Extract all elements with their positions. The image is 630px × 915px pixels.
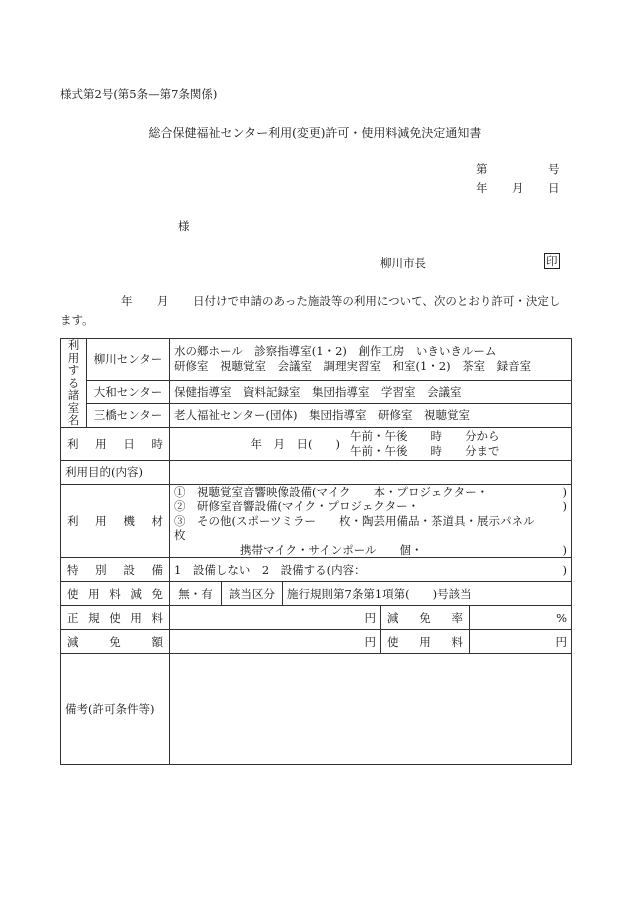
equipment-line2-close: )	[562, 499, 568, 513]
equipment-line2: ② 研修室音響設備(マイク・プロジェクター・	[174, 499, 420, 513]
rooms-header: 利用する諸室名	[67, 338, 80, 427]
date-year: 年	[476, 181, 488, 195]
equipment-line1-close: )	[562, 484, 568, 499]
equipment-label: 利用機材	[61, 484, 170, 558]
rooms-yanagawa-line2: 研修室 視聴覚室 会議室 調理実習室 和室(1・2) 茶室 録音室	[174, 359, 532, 374]
form-number: 様式第2号(第5条—第7条関係)	[60, 87, 218, 101]
table-row-yanagawa	[61, 339, 572, 381]
fee-reduction-rule: 施行規則第7条第1項第( )号該当	[283, 582, 572, 606]
datetime-from: 午前・午後 時 分から	[350, 428, 500, 443]
addressee-suffix: 様	[178, 219, 190, 233]
decision-table	[60, 338, 572, 765]
table-row-mitsuhashi	[61, 404, 572, 427]
equipment-line4-close: )	[562, 542, 568, 557]
body-text-line2: ます。	[60, 313, 94, 327]
table-row-equipment	[61, 484, 572, 558]
seal-text: 印	[546, 254, 558, 268]
purpose-value	[170, 460, 572, 484]
date-day: 日	[548, 181, 560, 195]
table-row-special	[61, 558, 572, 582]
special-close: )	[562, 562, 568, 577]
rooms-header-cell	[61, 339, 87, 428]
center-name-mitsuhashi: 三橋センター	[87, 404, 170, 427]
rooms-yanagawa	[170, 339, 572, 381]
reduction-amount-label: 減免額	[61, 630, 170, 654]
equipment-line3: ③ その他(スポーツミラー 枚・陶芸用備品・茶道具・展示パネル 枚	[174, 513, 558, 542]
rate-unit: %	[470, 606, 572, 630]
rooms-yamato: 保健指導室 資料記録室 集団指導室 学習室 会議室	[170, 380, 572, 403]
remarks-value	[170, 654, 572, 765]
fee-reduction-label: 使用料減免	[61, 582, 170, 606]
doc-number-label: 第	[476, 162, 488, 176]
fee-label: 使用料	[381, 630, 470, 654]
body-text-line1: 日付けで申請のあった施設等の利用について、次のとおり許可・決定し	[193, 294, 561, 308]
reduction-amount-unit: 円	[170, 630, 381, 654]
special-label: 特別設備	[61, 558, 170, 582]
datetime-to: 午前・午後 時 分まで	[350, 443, 500, 458]
center-name-yamato: 大和センター	[87, 380, 170, 403]
fee-reduction-option: 無・有	[170, 582, 222, 606]
document-title: 総合保健福祉センター利用(変更)許可・使用料減免決定通知書	[148, 126, 482, 140]
body-month: 月	[157, 294, 169, 308]
doc-number-suffix: 号	[548, 162, 560, 176]
regular-fee-unit: 円	[170, 606, 381, 630]
table-row-fee-reduction	[61, 582, 572, 606]
body-year: 年	[121, 294, 133, 308]
fee-reduction-category-label: 該当区分	[222, 582, 283, 606]
center-name-yanagawa: 柳川センター	[87, 339, 170, 381]
table-row-reduction-amount	[61, 630, 572, 654]
datetime-value	[170, 427, 572, 460]
table-row-purpose	[61, 460, 572, 484]
equipment-value	[170, 484, 572, 558]
special-text: 1 設備しない 2 設備する(内容：	[174, 562, 366, 577]
rate-label: 減免率	[381, 606, 470, 630]
rooms-yanagawa-line1: 水の郷ホール 診察指導室(1・2) 創作工房 いきいきルーム	[174, 344, 497, 359]
purpose-label: 利用目的(内容)	[61, 460, 170, 484]
rooms-mitsuhashi: 老人福祉センター(団体) 集団指導室 研修室 視聴覚室	[170, 404, 572, 427]
issuer-name: 柳川市長	[380, 256, 426, 270]
equipment-line1: ① 視聴覚室音響映像設備(マイク 本・プロジェクター・	[174, 484, 489, 499]
table-row-yamato	[61, 380, 572, 403]
date-month: 月	[512, 181, 524, 195]
seal-mark	[544, 253, 560, 269]
regular-fee-label: 正規使用料	[61, 606, 170, 630]
table-row-datetime	[61, 427, 572, 460]
equipment-line4: 携帯マイク・サインポール 個・	[240, 542, 423, 557]
table-row-regular-fee	[61, 606, 572, 630]
remarks-label: 備考(許可条件等)	[61, 654, 170, 765]
special-value	[170, 558, 572, 582]
table-row-remarks	[61, 654, 572, 765]
fee-unit: 円	[470, 630, 572, 654]
datetime-date: 年 月 日( )	[250, 436, 340, 451]
datetime-label: 利用日時	[61, 427, 170, 460]
